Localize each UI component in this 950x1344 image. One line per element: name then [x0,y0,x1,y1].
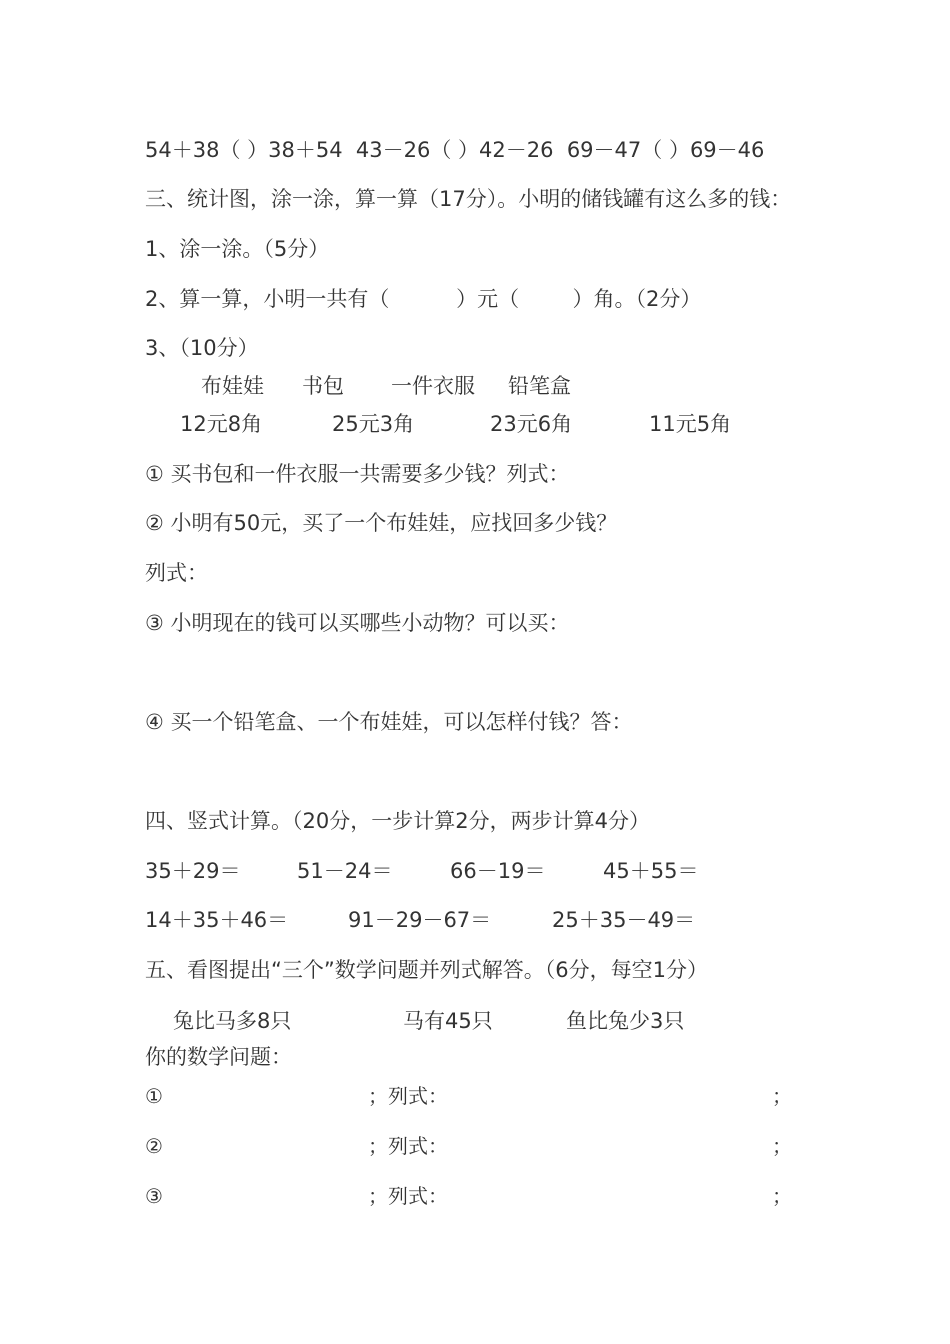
calc-problem: 51－24＝ [297,859,393,883]
clue-text: 马有45只 [403,1009,493,1033]
section5-heading: 五、看图提出“三个”数学问题并列式解答。（6分，每空1分） [145,958,708,982]
calc-problem: 25＋35－49＝ [552,908,696,932]
clue-text: 兔比马多8只 [173,1009,292,1033]
problem-prompt: 你的数学问题： [145,1045,292,1069]
item-price: 12元8角 [180,412,263,436]
item-name: 布娃娃 [201,374,264,398]
section3-question-3: 3、（10分） [145,336,259,360]
calc-problem: 45＋55＝ [603,859,699,883]
formula-label: ；列式： [368,1184,448,1208]
item-price: 23元6角 [490,412,573,436]
section3-question-1: 1、涂一涂。（5分） [145,237,330,261]
answer-end: ； [772,1084,792,1108]
calc-problem: 91－29－67＝ [348,908,492,932]
item-name: 书包 [302,374,344,398]
clue-text: 鱼比兔少3只 [566,1009,685,1033]
calc-problem: 66－19＝ [450,859,546,883]
section3-question-2: 2、算一算，小明一共有（ ）元（ ）角。（2分） [145,287,702,311]
answer-number: ② [145,1134,163,1158]
formula-label: ；列式： [368,1134,448,1158]
item-price: 25元3角 [332,412,415,436]
item-price: 11元5角 [649,412,732,436]
answer-number: ③ [145,1184,163,1208]
sub-question-2-formula: 列式： [145,561,208,585]
sub-question-3: ③ 小明现在的钱可以买哪些小动物？可以买： [145,611,570,635]
sub-question-1: ① 买书包和一件衣服一共需要多少钱？列式： [145,462,570,486]
item-name: 一件衣服 [391,374,475,398]
comparison-row: 54＋38（ ）38＋54 43－26（ ）42－26 69－47（ ）69－46 [145,138,765,162]
calc-problem: 35＋29＝ [145,859,241,883]
item-name: 铅笔盒 [508,374,571,398]
sub-question-4: ④ 买一个铅笔盒、一个布娃娃，可以怎样付钱？答： [145,710,633,734]
answer-end: ； [772,1134,792,1158]
section3-heading: 三、统计图，涂一涂，算一算（17分）。小明的储钱罐有这么多的钱： [145,187,792,211]
sub-question-2: ② 小明有50元，买了一个布娃娃，应找回多少钱？ [145,511,618,535]
calc-problem: 14＋35＋46＝ [145,908,289,932]
section4-heading: 四、竖式计算。（20分，一步计算2分，两步计算4分） [145,809,650,833]
answer-number: ① [145,1084,163,1108]
formula-label: ；列式： [368,1084,448,1108]
answer-end: ； [772,1184,792,1208]
